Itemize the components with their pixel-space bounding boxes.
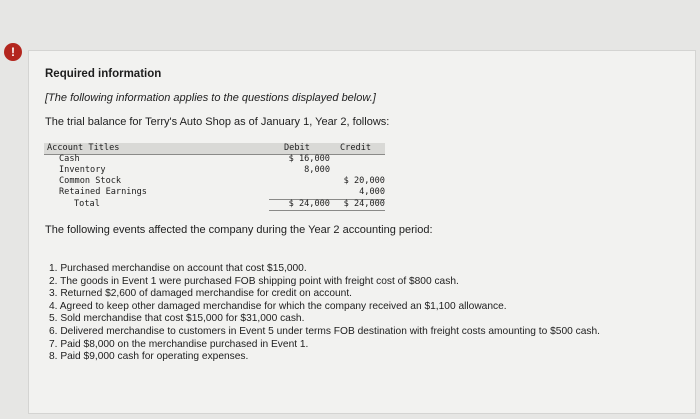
table-row-debit: 8,000 [304, 165, 330, 175]
table-row-debit: $ 16,000 [288, 154, 330, 164]
required-info-heading: Required information [45, 68, 162, 80]
trial-balance-table [44, 143, 385, 211]
list-item: 8. Paid $9,000 cash for operating expenses. [49, 351, 249, 363]
column-header-credit: Credit [340, 143, 372, 153]
table-row-credit: 4,000 [359, 187, 385, 197]
table-row-account: Common Stock [59, 176, 122, 186]
list-item: 7. Paid $8,000 on the merchandise purchased in Event 1. [49, 338, 309, 350]
list-item: 5. Sold merchandise that cost $15,000 for $31,000 cash. [49, 313, 305, 325]
list-item: 6. Delivered merchandise to customers in Event 5 under terms FOB destination with freight costs amounting to $500 cash. [49, 325, 600, 337]
list-item: 4. Agreed to keep other damaged merchandise for which the company received an $1,100 allowance. [49, 300, 507, 312]
column-header-debit: Debit [284, 143, 310, 153]
total-debit: $ 24,000 [288, 199, 330, 209]
table-row-account: Cash [59, 154, 80, 164]
alert-icon: ! [4, 43, 22, 61]
total-credit: $ 24,000 [343, 199, 385, 209]
column-header-account: Account Titles [47, 143, 120, 153]
total-label: Total [74, 199, 100, 209]
list-item: 1. Purchased merchandise on account that cost $15,000. [49, 263, 307, 274]
trial-balance-intro: The trial balance for Terry's Auto Shop as of January 1, Year 2, follows: [45, 116, 390, 128]
question-card [28, 50, 696, 414]
info-note: [The following information applies to the questions displayed below.] [45, 92, 376, 104]
table-row-credit: $ 20,000 [343, 176, 385, 186]
events-list [49, 263, 649, 364]
events-intro: The following events affected the company during the Year 2 accounting period: [45, 224, 433, 236]
table-row-account: Inventory [59, 165, 106, 175]
list-item: 3. Returned $2,600 of damaged merchandise for credit on account. [49, 288, 352, 300]
list-item: 2. The goods in Event 1 were purchased FOB shipping point with freight cost of $800 cash. [49, 275, 459, 287]
table-row-account: Retained Earnings [59, 187, 147, 197]
